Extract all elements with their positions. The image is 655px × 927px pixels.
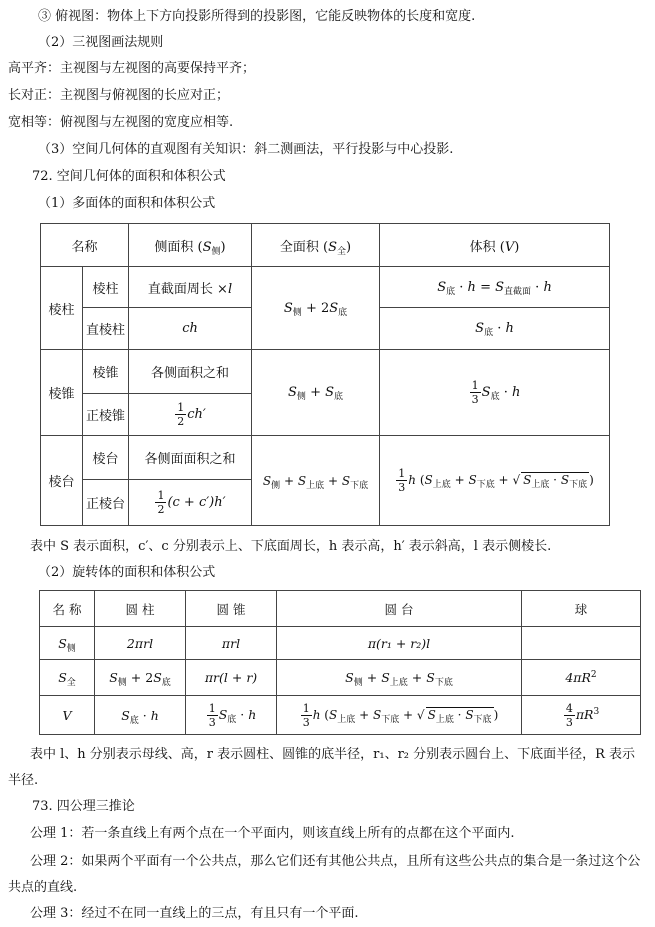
- prism-total: $S_侧 + 2S_底$: [252, 267, 380, 350]
- row-label-lateral: $S_侧$: [40, 627, 95, 660]
- cone-total: πr(l + r): [186, 660, 277, 696]
- prism-label: 棱柱: [41, 267, 83, 350]
- sqrt-radicand: $S_{上底} \cdot S_{下底}$: [427, 707, 492, 725]
- rule-width: 宽相等：俯视图与左视图的宽度应相等.: [8, 115, 234, 130]
- fraction: $\frac{1}{3}$: [208, 701, 216, 729]
- frustum-sublabel: 棱台: [83, 436, 129, 480]
- frustum-volume: $\frac{1}{3}$ h ($S_{上底} + S_{下底}$ + √ $S_{上底} \cdot S_{下底}$ ): [277, 696, 522, 735]
- header-lateral-area: 侧面积 $(S_侧)$: [129, 224, 252, 267]
- fraction: $\frac{1}{3}$: [398, 467, 406, 494]
- fraction: $\frac{1}{2}$: [177, 401, 185, 428]
- rule-length: 长对正：主视图与俯视图的长应对正；: [8, 88, 230, 103]
- frustum-total: $S_侧 + S_{上底} + S_{下底}$: [277, 660, 522, 696]
- polyhedron-formula-table: [40, 223, 610, 526]
- sphere-total: $4\pi R^2$: [522, 660, 641, 696]
- frustum-volume: $\frac{1}{3}$ h ($S_{上底} + S_{下底}$ + √ $S_{上底} \cdot S_{下底}$ ): [380, 436, 610, 526]
- axiom-1: 公理 1：若一条直线上有两个点在一个平面内，则该直线上所有的点都在这个平面内.: [30, 826, 515, 841]
- frustum-lateral: 各侧面面积之和: [129, 436, 252, 480]
- regular-pyramid-label: 正棱锥: [83, 394, 129, 436]
- sqrt-icon: √: [512, 473, 521, 487]
- header-name: 名 称: [40, 591, 95, 627]
- pyramid-volume: $\frac{1}{3}$ $S_底 \cdot h$: [380, 350, 610, 436]
- fraction: $\frac{1}{3}$: [302, 701, 310, 729]
- axiom-2: 公理 2：如果两个平面有一个公共点，那么它们还有其他公共点，且所有这些公共点的集合是一条过这个公共点的直线.: [8, 854, 641, 895]
- regular-pyramid-lateral: $\frac{1}{2}$ ch′: [129, 394, 252, 436]
- rotation-table-note: 表中 l、h 分别表示母线、高，r 表示圆柱、圆锥的底半径，r₁、r₂ 分别表示圆台上、下底面半径，R 表示半径.: [8, 747, 636, 788]
- right-prism-volume: $S_底 \cdot h$: [380, 308, 610, 350]
- row-label-total: $S_全$: [40, 660, 95, 696]
- table-row: [41, 436, 610, 480]
- cone-volume: $\frac{1}{3}$ $S_底 \cdot h$: [186, 696, 277, 735]
- header-volume: 体积 (V): [380, 224, 610, 267]
- header-frustum: 圆 台: [277, 591, 522, 627]
- prism-volume: $S_底 \cdot h = S_{直截面} \cdot h$: [380, 267, 610, 308]
- header-total-area: 全面积 $(S_全)$: [252, 224, 380, 267]
- regular-frustum-label: 正棱台: [83, 480, 129, 526]
- table-row: [40, 660, 641, 696]
- right-prism-lateral: ch: [129, 308, 252, 350]
- regular-frustum-lateral: $\frac{1}{2}$ (c + c′)h′: [129, 480, 252, 526]
- section-72-title: 72. 空间几何体的面积和体积公式: [32, 169, 226, 184]
- sqrt-radicand: $S_{上底} \cdot S_{下底}$: [523, 473, 588, 490]
- polyhedron-table-note: 表中 S 表示面积，c′、c 分别表示上、下底面周长，h 表示高，h′ 表示斜高，l 表示侧棱长.: [30, 539, 552, 554]
- header-cone: 圆 锥: [186, 591, 277, 627]
- right-prism-label: 直棱柱: [83, 308, 129, 350]
- cone-lateral: πrl: [186, 627, 277, 660]
- three-view-rules-heading: （2）三视图画法规则: [38, 35, 164, 50]
- fraction: $\frac{4}{3}$: [565, 701, 573, 729]
- fraction: $\frac{1}{3}$: [471, 379, 479, 406]
- sphere-volume: $\frac{4}{3}$ $\pi R^3$: [522, 696, 641, 735]
- table-row: [41, 350, 610, 394]
- prism-sublabel: 棱柱: [83, 267, 129, 308]
- pyramid-sublabel: 棱锥: [83, 350, 129, 394]
- rotation-body-heading: （2）旋转体的面积和体积公式: [38, 565, 216, 580]
- polyhedron-heading: （1）多面体的面积和体积公式: [38, 196, 216, 211]
- cylinder-lateral: 2πrl: [95, 627, 186, 660]
- cylinder-volume: $S_底 \cdot h$: [95, 696, 186, 735]
- rule-height: 高平齐：主视图与左视图的高要保持平齐；: [8, 61, 256, 76]
- row-label-volume: V: [40, 696, 95, 735]
- header-cylinder: 圆 柱: [95, 591, 186, 627]
- header-name: 名称: [41, 224, 129, 267]
- table-row: [41, 267, 610, 308]
- sphere-lateral: [522, 627, 641, 660]
- rotation-body-formula-table: [39, 590, 641, 735]
- prism-lateral: 直截面周长 ×l: [129, 267, 252, 308]
- frustum-label: 棱台: [41, 436, 83, 526]
- pyramid-lateral: 各侧面积之和: [129, 350, 252, 394]
- table-row: [40, 696, 641, 735]
- frustum-total: $S_侧 + S_{上底} + S_{下底}$: [252, 436, 380, 526]
- pyramid-label: 棱锥: [41, 350, 83, 436]
- header-sphere: 球: [522, 591, 641, 627]
- pyramid-total: $S_侧 + S_底$: [252, 350, 380, 436]
- section-73-title: 73. 四公理三推论: [32, 799, 135, 814]
- frustum-lateral: π(r₁ + r₂)l: [277, 627, 522, 660]
- intuitive-view-note: （3）空间几何体的直观图有关知识：斜二测画法，平行投影与中心投影.: [38, 142, 454, 157]
- table-row: [40, 591, 641, 627]
- sqrt-icon: √: [416, 707, 425, 722]
- table-row: [41, 224, 610, 267]
- top-view-definition: ③ 俯视图：物体上下方向投影所得到的投影图，它能反映物体的长度和宽度.: [38, 9, 476, 24]
- table-row: [40, 627, 641, 660]
- axiom-3: 公理 3：经过不在同一直线上的三点，有且只有一个平面.: [30, 906, 359, 921]
- cylinder-total: $S_侧 + 2S_底$: [95, 660, 186, 696]
- fraction: $\frac{1}{2}$: [157, 489, 165, 516]
